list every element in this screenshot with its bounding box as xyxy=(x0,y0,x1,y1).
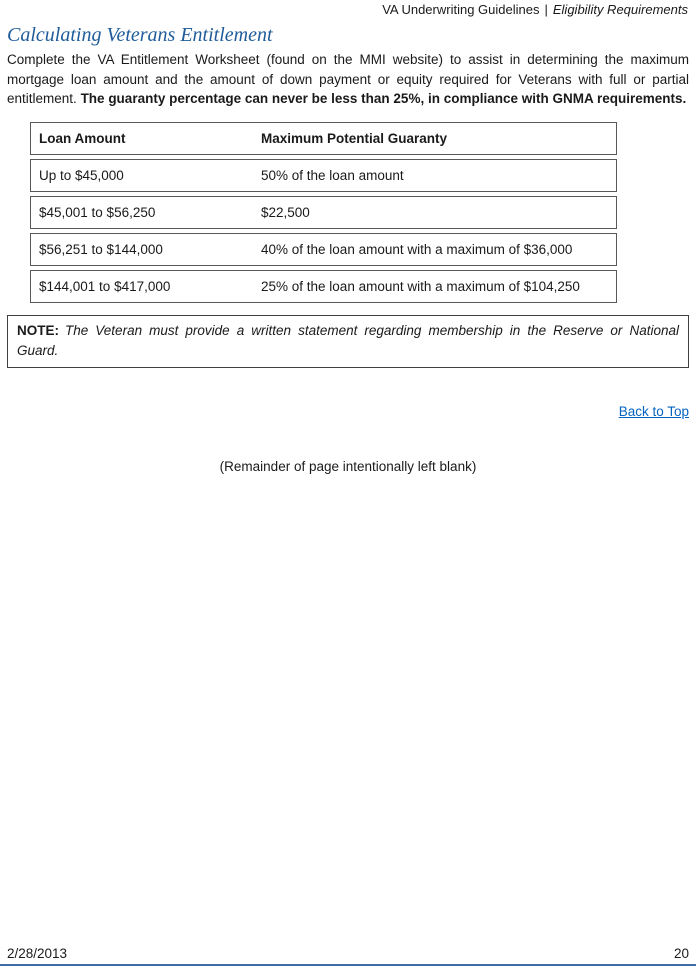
note-label: NOTE: xyxy=(17,323,59,338)
footer-page-number: 20 xyxy=(673,946,689,961)
intro-text-bold: The guaranty percentage can never be less than 25%, in compliance with GNMA requirements. xyxy=(80,91,687,106)
footer-rule xyxy=(0,964,696,966)
column-header-max-guaranty: Maximum Potential Guaranty xyxy=(261,131,448,146)
table-cell-loan-amount: $144,001 to $417,000 xyxy=(39,279,171,294)
table-cell-guaranty: 40% of the loan amount with a maximum of $36,000 xyxy=(261,242,573,257)
column-header-loan-amount: Loan Amount xyxy=(39,131,126,146)
header-separator: | xyxy=(544,2,548,17)
table-cell-guaranty: 25% of the loan amount with a maximum of $104,250 xyxy=(261,279,580,294)
table-cell-guaranty: 50% of the loan amount xyxy=(261,168,404,183)
intro-paragraph xyxy=(7,50,689,109)
table-cell-loan-amount: $56,251 to $144,000 xyxy=(39,242,163,257)
table-row xyxy=(30,159,617,192)
document-section-name: Eligibility Requirements xyxy=(552,2,688,17)
note-box xyxy=(7,315,689,368)
back-to-top-link[interactable]: Back to Top xyxy=(618,404,689,419)
page-footer xyxy=(7,946,689,961)
table-row xyxy=(30,270,617,303)
footer-date: 2/28/2013 xyxy=(7,946,68,961)
table-cell-guaranty: $22,500 xyxy=(261,205,310,220)
table-row xyxy=(30,233,617,266)
table-row xyxy=(30,196,617,229)
table-header-row xyxy=(30,122,617,155)
document-header xyxy=(382,2,688,17)
note-text: The Veteran must provide a written statement regarding membership in the Reserve or National Guard. xyxy=(17,323,679,358)
page-title: Calculating Veterans Entitlement xyxy=(7,24,273,46)
blank-page-notice: (Remainder of page intentionally left blank) xyxy=(219,459,477,474)
document-title: VA Underwriting Guidelines xyxy=(382,2,540,17)
intro-text-normal: Complete the VA Entitlement Worksheet (found on the MMI website) to assist in determining the maximum mortgage loan amount and the amount of down payment or equity required for Veterans with full or partial entitlement. xyxy=(7,52,689,106)
table-cell-loan-amount: $45,001 to $56,250 xyxy=(39,205,156,220)
table-cell-loan-amount: Up to $45,000 xyxy=(39,168,124,183)
guaranty-table xyxy=(30,122,617,303)
